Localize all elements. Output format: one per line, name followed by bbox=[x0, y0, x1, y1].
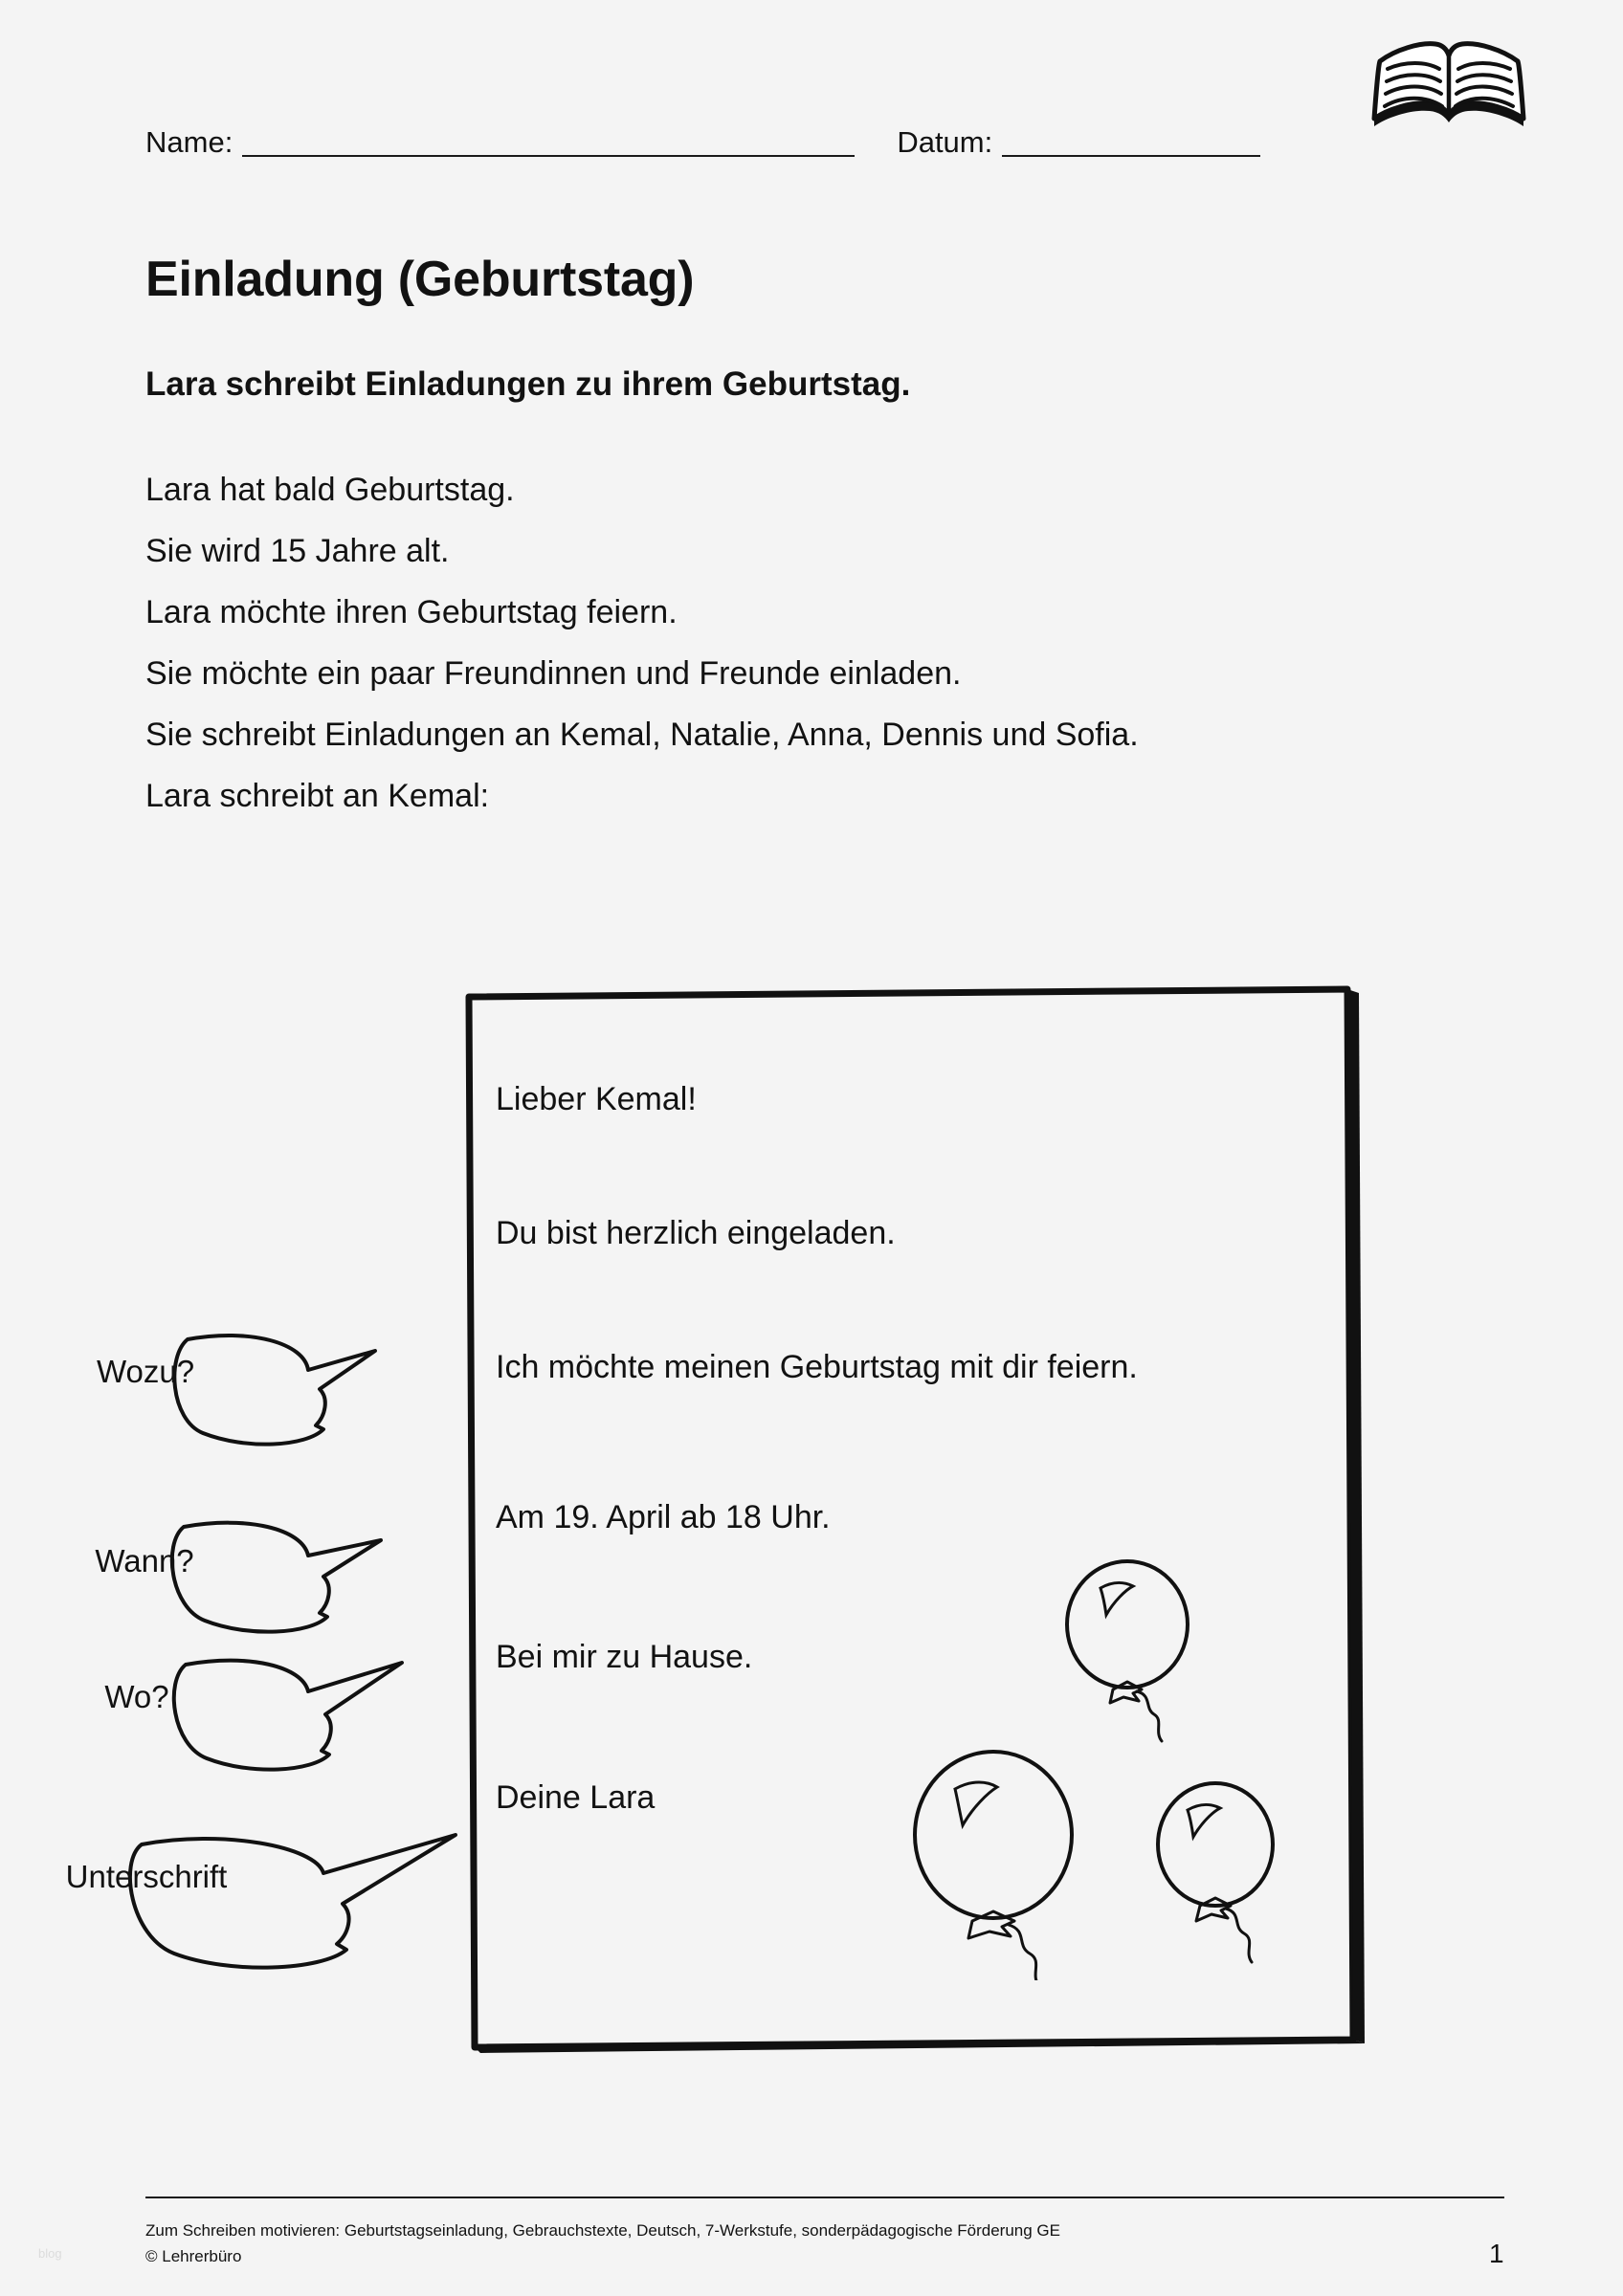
footer-credits bbox=[145, 2218, 1390, 2269]
callout-label-wann: Wann? bbox=[95, 1543, 194, 1578]
card-line-signature: Deine Lara bbox=[496, 1779, 656, 1816]
callout-unterschrift[interactable] bbox=[130, 1835, 456, 1968]
footer-divider bbox=[145, 2197, 1504, 2198]
body-line: Sie schreibt Einladungen an Kemal, Natalie, Anna, Dennis und Sofia. bbox=[145, 717, 1139, 753]
footer-line-1: Zum Schreiben motivieren: Geburtstagseinladung, Gebrauchstexte, Deutsch, 7-Werkstufe, sonderpädagogische Förderung GE bbox=[145, 2221, 1060, 2240]
name-label: Name: bbox=[145, 125, 233, 159]
body-line: Lara möchte ihren Geburtstag feiern. bbox=[145, 594, 678, 630]
watermark-text: blog bbox=[38, 2246, 62, 2261]
page-title: Einladung (Geburtstag) bbox=[145, 252, 695, 307]
card-line-greeting: Lieber Kemal! bbox=[496, 1081, 697, 1117]
body-line: Sie möchte ein paar Freundinnen und Freunde einladen. bbox=[145, 655, 962, 692]
date-label: Datum: bbox=[897, 125, 993, 159]
card-line-invite: Du bist herzlich eingeladen. bbox=[496, 1215, 896, 1251]
card-line-when: Am 19. April ab 18 Uhr. bbox=[496, 1499, 831, 1535]
page-number: 1 bbox=[1489, 2239, 1504, 2268]
callout-label-wozu: Wozu? bbox=[96, 1354, 195, 1389]
card-line-where: Bei mir zu Hause. bbox=[496, 1639, 753, 1675]
callout-label-unterschrift: Unterschrift bbox=[65, 1859, 228, 1894]
page-subtitle: Lara schreibt Einladungen zu ihrem Geburtstag. bbox=[145, 365, 911, 403]
card-line-purpose: Ich möchte meinen Geburtstag mit dir feiern. bbox=[496, 1349, 1138, 1385]
body-line: Lara hat bald Geburtstag. bbox=[145, 472, 515, 508]
body-line: Lara schreibt an Kemal: bbox=[145, 778, 490, 814]
callout-label-wo: Wo? bbox=[104, 1679, 169, 1714]
body-line: Sie wird 15 Jahre alt. bbox=[145, 533, 450, 569]
footer-line-2: © Lehrerbüro bbox=[145, 2247, 242, 2265]
